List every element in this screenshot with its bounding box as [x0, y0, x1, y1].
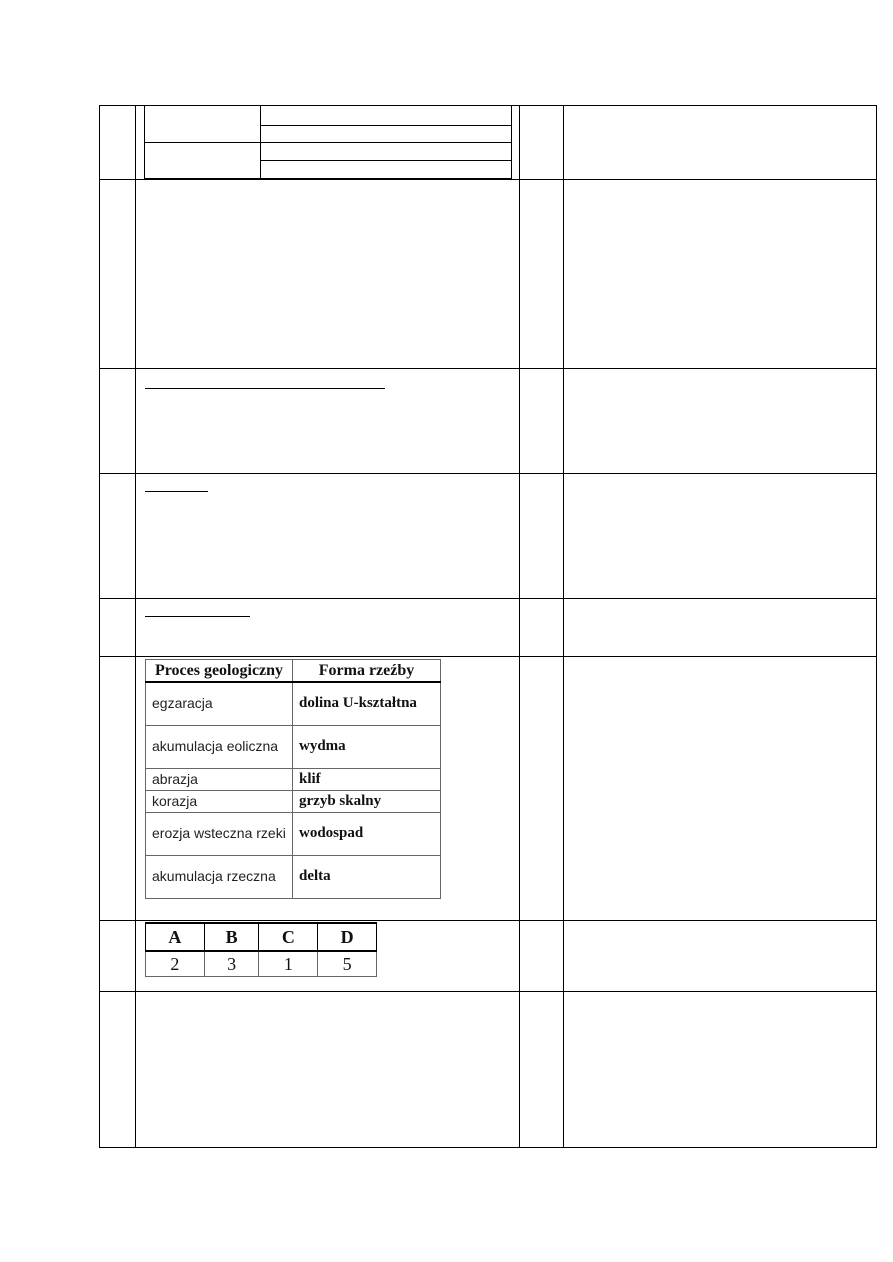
grid-line-row2: [99, 368, 876, 369]
grid-line-row5: [99, 656, 876, 657]
empty-top-table-rule-3: [260, 160, 511, 161]
landform-cell: delta: [293, 855, 441, 898]
grid-line-right: [876, 105, 877, 1148]
grid-line-left: [99, 105, 100, 1148]
process-cell: egzaracja: [146, 682, 293, 725]
answer-value-a: 2: [146, 951, 205, 977]
answer-value-c: 1: [259, 951, 318, 977]
answer-header-b: B: [204, 923, 259, 951]
table-row: [146, 812, 441, 855]
grid-line-col2: [519, 105, 520, 1148]
table-row: [146, 725, 441, 768]
answer-value-row: [146, 951, 377, 977]
grid-line-row7: [99, 991, 876, 992]
answer-header-row: [146, 923, 377, 951]
process-cell: akumulacja rzeczna: [146, 855, 293, 898]
grid-line-row3: [99, 473, 876, 474]
process-landform-table: [145, 659, 441, 899]
landform-cell: dolina U-kształtna: [293, 682, 441, 725]
answer-header-c: C: [259, 923, 318, 951]
process-cell: erozja wsteczna rzeki: [146, 812, 293, 855]
grid-line-row1: [99, 179, 876, 180]
landform-cell: wodospad: [293, 812, 441, 855]
table-row: [146, 855, 441, 898]
table-header-row: [146, 660, 441, 683]
answer-value-d: 5: [318, 951, 377, 977]
answer-value-b: 3: [204, 951, 259, 977]
grid-line-bottom: [99, 1147, 876, 1148]
answer-header-a: A: [146, 923, 205, 951]
answer-key-table: [145, 922, 377, 977]
grid-line-col3: [563, 105, 564, 1148]
table-row: [146, 682, 441, 725]
header-landform: Forma rzeźby: [293, 660, 441, 683]
answer-underline-2: [145, 491, 208, 492]
answer-underline-3: [145, 616, 250, 617]
answer-underline-1: [145, 388, 385, 389]
empty-top-table-rule-1: [260, 125, 511, 126]
table-row: [146, 790, 441, 812]
grid-line-row4: [99, 598, 876, 599]
process-cell: akumulacja eoliczna: [146, 725, 293, 768]
answer-header-d: D: [318, 923, 377, 951]
landform-cell: wydma: [293, 725, 441, 768]
landform-cell: grzyb skalny: [293, 790, 441, 812]
header-process: Proces geologiczny: [146, 660, 293, 683]
process-cell: korazja: [146, 790, 293, 812]
table-row: [146, 768, 441, 790]
process-cell: abrazja: [146, 768, 293, 790]
empty-top-table-rule-2: [144, 142, 511, 143]
landform-cell: klif: [293, 768, 441, 790]
grid-line-row6: [99, 920, 876, 921]
grid-line-col1: [135, 105, 136, 1148]
